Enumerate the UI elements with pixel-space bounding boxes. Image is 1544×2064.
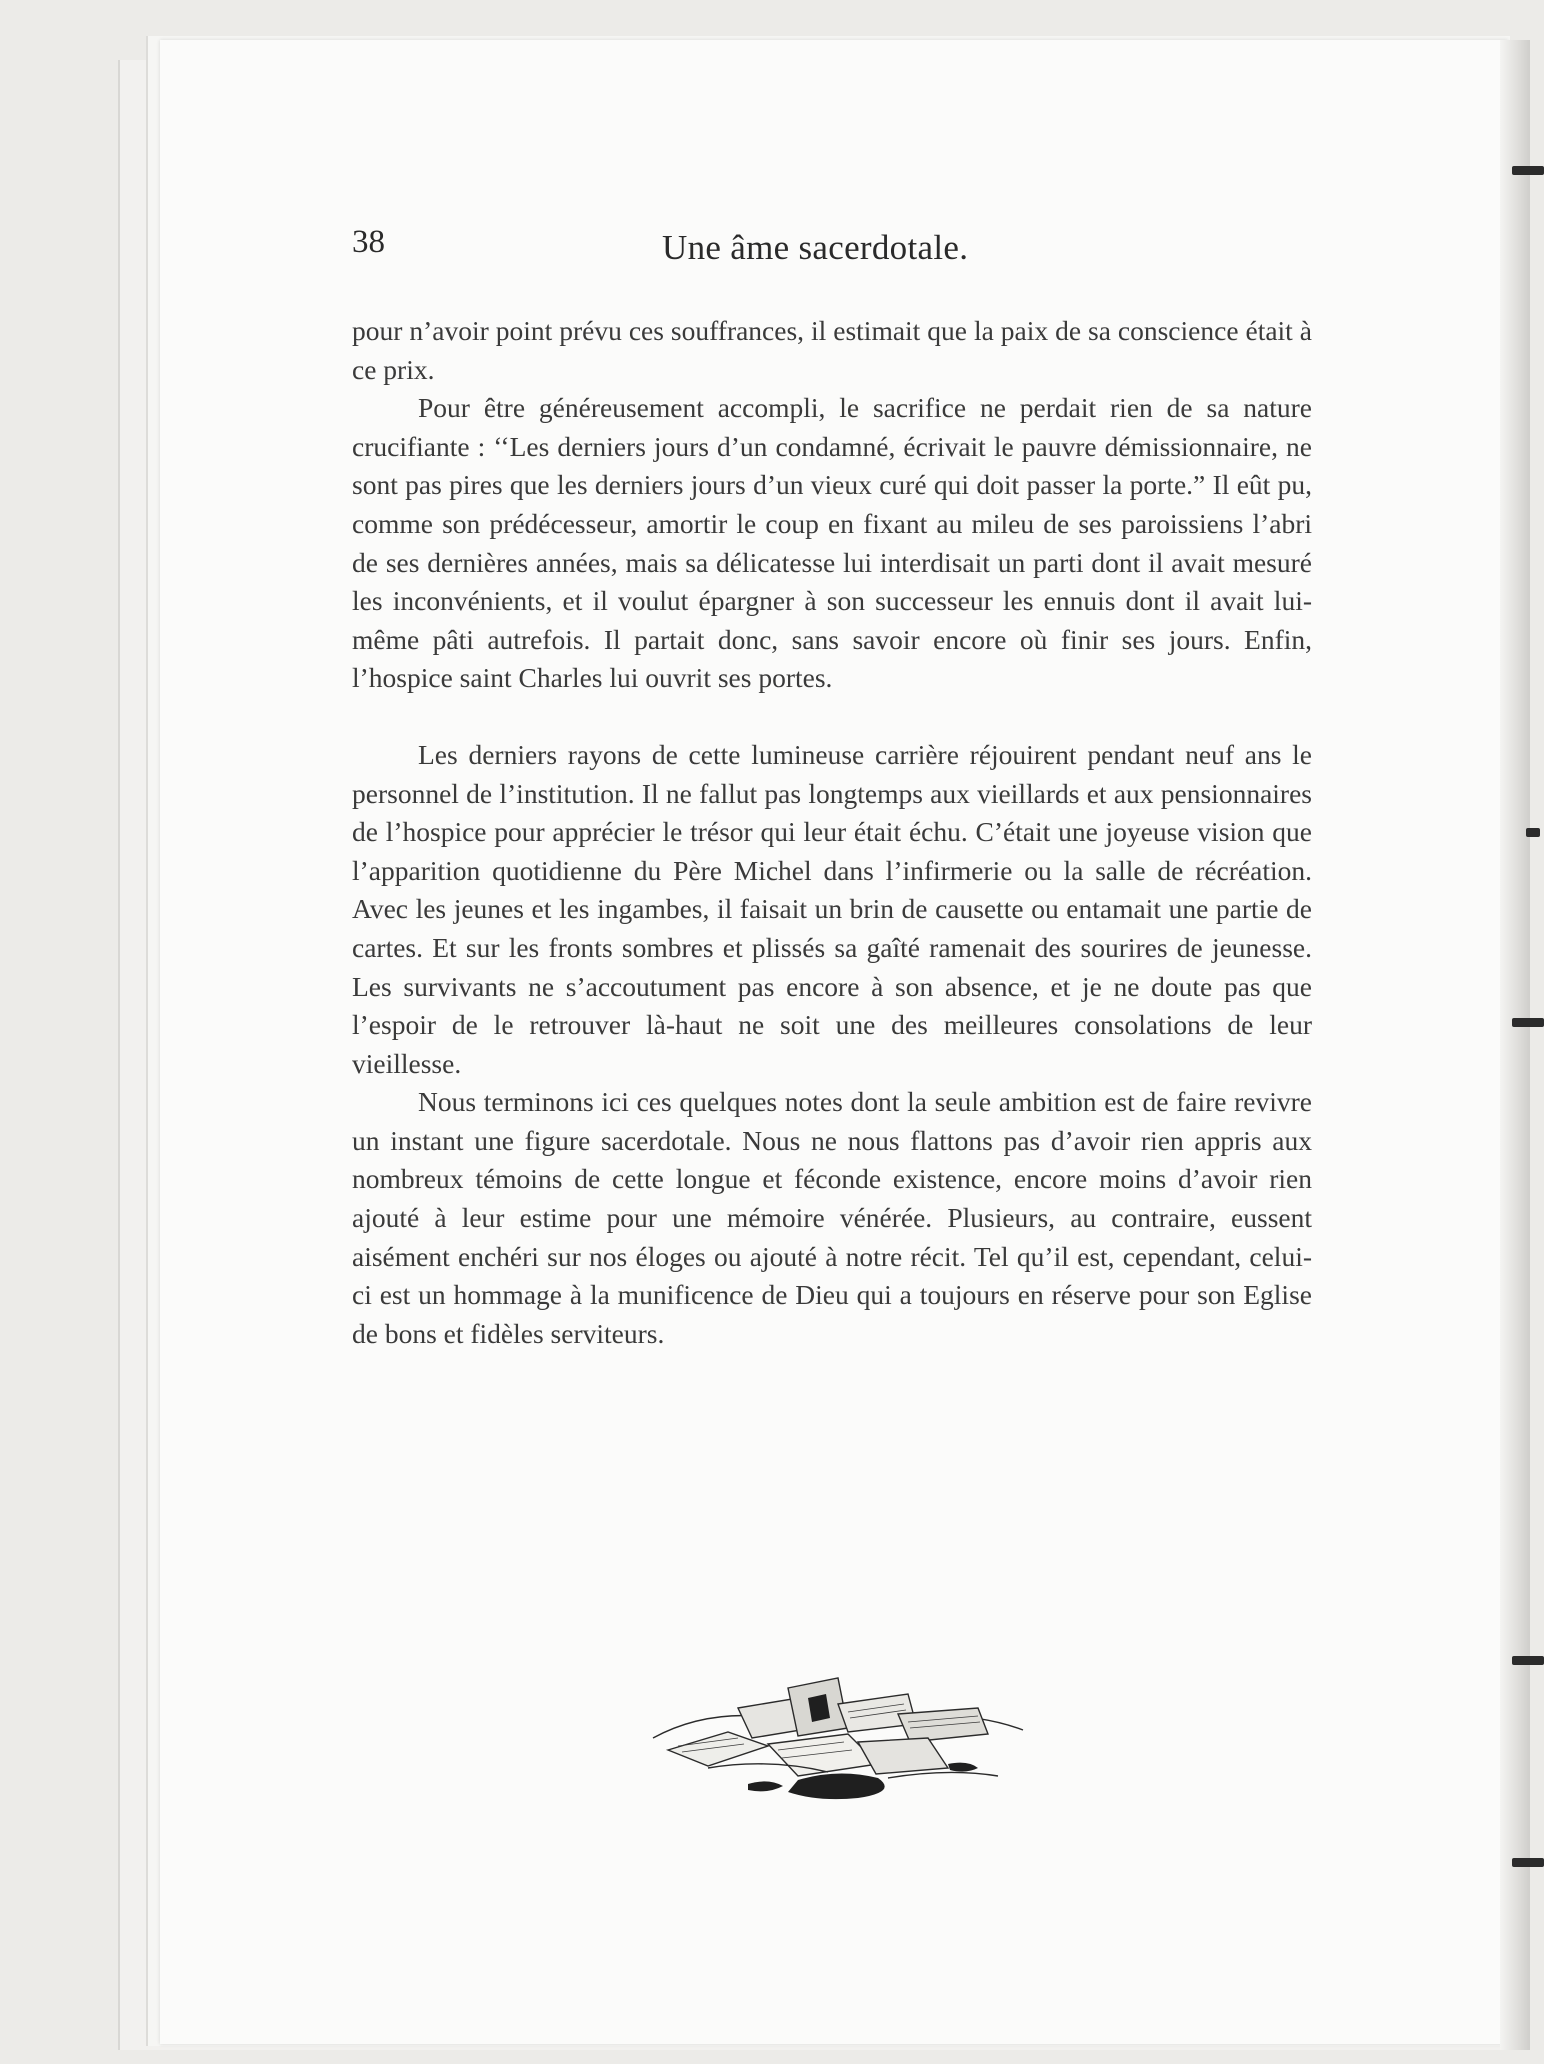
page-header [352,224,1012,284]
paragraph: Nous terminons ici ces quelques notes dont la seule ambition est de faire revivre un instant une figure sacerdotale. Nous ne nous flattons pas d’avoir rien appris aux nombreux témoins de cette longue et féconde existence, encore moins d’avoir rien ajouté à leur estime pour une mémoire vénérée. Plusieurs, au contraire, eussent aisément enchéri sur nos éloges ou ajouté à notre récit. Tel qu’il est, cependant, celui-ci est un hommage à la munificence de Dieu qui a toujours en réserve pour son Eglise de bons et fidèles serviteurs. [352,1086,1312,1349]
binding-clip [1512,166,1544,175]
binding-clip [1512,1656,1544,1665]
paragraph: pour n’avoir point prévu ces souffrances, il estimait que la paix de sa conscience était à ce prix. [352,315,1312,385]
page-number: 38 [352,224,385,260]
paragraph: Les derniers rayons de cette lumineuse carrière réjouirent pendant neuf ans le personnel de l’institution. Il ne fallut pas longtemps aux vieillards et aux pensionnaires de l’hospice pour apprécier le trésor qui leur était échu. C’était une joyeuse vision que l’apparition quotidienne du Père Michel dans l’infirmerie ou la salle de récréation. Avec les jeunes et les ingambes, il faisait un brin de causette ou entamait une partie de cartes. Et sur les fronts sombres et plissés sa gaîté ramenait des sourires de jeunesse. Les survivants ne s’accoutument pas encore à son absence, et je ne doute pas que l’espoir de le retrouver là-haut ne soit une des meilleures consolations de leur vieillesse. [352,738,1312,1079]
body-text [352,312,1312,1353]
books-and-papers-vignette-icon [648,1668,1028,1808]
binding-clip [1512,1858,1544,1867]
binding-edge [1500,40,1530,2050]
binding-clip [1512,1018,1544,1027]
paragraph: Pour être généreusement accompli, le sacrifice ne perdait rien de sa nature crucifiante : ‘‘Les derniers jours d’un condamné, écrivait le pauvre démissionnaire, ne sont pas pires que les derniers jours d’un vieux curé qui doit passer la porte.” Il eût pu, comme son prédécesseur, amortir le coup en fixant au mileu de ses paroissiens l’abri de ses dernières années, mais sa délicatesse lui interdisait un parti dont il avait mesuré les inconvénients, et il voulut épargner à son successeur les ennuis dont il avait lui-même pâti autrefois. Il partait donc, sans savoir encore où finir ses jours. Enfin, l’hospice saint Charles lui ouvrit ses portes. [352,392,1312,694]
binding-clip [1526,828,1540,837]
running-title: Une âme sacerdotale. [662,228,969,267]
